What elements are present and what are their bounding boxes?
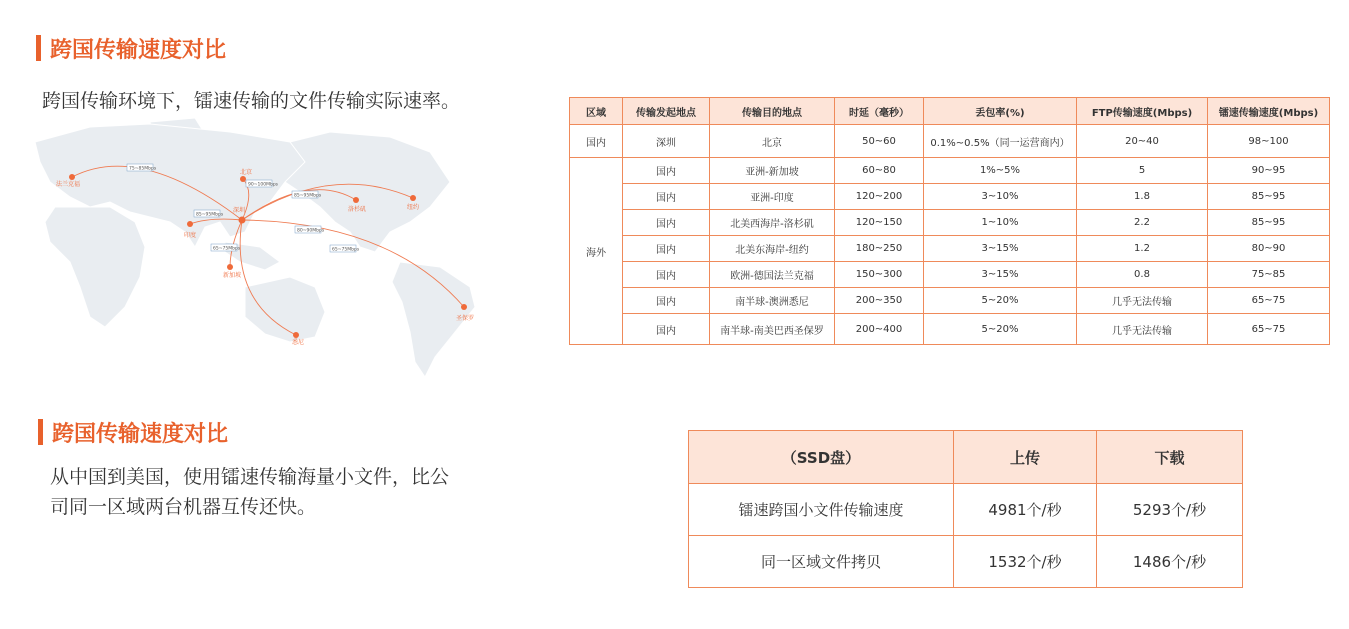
table-row <box>570 262 1330 288</box>
city-label-beijing: 北京 <box>240 169 253 176</box>
city-dot-ny <box>410 195 416 201</box>
table-cell: 85~95 <box>1208 210 1330 236</box>
table-cell: 国内 <box>623 184 710 210</box>
col-header-upload: 上传 <box>954 431 1097 484</box>
table-cell: 5293个/秒 <box>1097 484 1243 536</box>
speed-tag-india: 85~95Mbps <box>196 212 224 218</box>
table-cell: 镭速跨国小文件传输速度 <box>689 484 954 536</box>
city-label-sydney: 悉尼 <box>292 339 305 346</box>
speed-tag-ny: 80~90Mbps <box>297 228 325 234</box>
table-cell: 深圳 <box>623 125 710 158</box>
table-cell: 3~15% <box>924 236 1077 262</box>
city-label-frankfurt: 法兰克福 <box>56 181 81 188</box>
speed-tag-frankfurt: 75~85Mbps <box>129 166 157 172</box>
table-cell: 80~90 <box>1208 236 1330 262</box>
landmass-africa <box>45 207 145 327</box>
small-file-speed-table <box>688 430 1243 588</box>
table-header-row <box>570 98 1330 125</box>
world-map <box>30 112 540 382</box>
city-label-singapore: 新加坡 <box>223 272 242 279</box>
city-dot-saopaulo <box>461 304 467 310</box>
col-header-download: 下载 <box>1097 431 1243 484</box>
col-header-packet-loss: 丢包率(%) <box>924 98 1077 125</box>
col-header-ftp-speed: FTP传输速度(Mbps) <box>1077 98 1208 125</box>
table-cell: 200~400 <box>835 314 924 345</box>
table-cell: 北美东海岸-纽约 <box>710 236 835 262</box>
table-cell: 180~250 <box>835 236 924 262</box>
table-cell: 国内 <box>623 236 710 262</box>
speed-tag-la: 85~95Mbps <box>294 193 322 199</box>
city-dot-la <box>353 197 359 203</box>
table-cell: 欧洲-德国法兰克福 <box>710 262 835 288</box>
speed-tag-singapore: 65~75Mbps <box>213 246 241 252</box>
cell-region-domestic: 国内 <box>570 125 623 158</box>
section-title-2: 跨国传输速度对比 <box>38 417 228 448</box>
table-cell: 90~95 <box>1208 158 1330 184</box>
table-cell: 5~20% <box>924 288 1077 314</box>
city-dot-beijing <box>240 176 246 182</box>
table-row <box>570 125 1330 158</box>
table-cell: 2.2 <box>1077 210 1208 236</box>
table-cell: 120~200 <box>835 184 924 210</box>
col-header-raysync-speed: 镭速传输速度(Mbps) <box>1208 98 1330 125</box>
col-header-region: 区域 <box>570 98 623 125</box>
table-cell: 亚洲-新加坡 <box>710 158 835 184</box>
table-cell: 0.1%~0.5%（同一运营商内） <box>924 125 1077 158</box>
table-cell: 75~85 <box>1208 262 1330 288</box>
table-cell: 150~300 <box>835 262 924 288</box>
table-row <box>570 184 1330 210</box>
table-cell: 120~150 <box>835 210 924 236</box>
speed-comparison-table <box>569 97 1330 345</box>
table-cell: 5~20% <box>924 314 1077 345</box>
table-cell: 国内 <box>623 210 710 236</box>
table-row <box>689 536 1243 588</box>
table-cell: 1486个/秒 <box>1097 536 1243 588</box>
table-cell: 北京 <box>710 125 835 158</box>
table-cell: 几乎无法传输 <box>1077 314 1208 345</box>
col-header-destination: 传输目的地点 <box>710 98 835 125</box>
table-cell: 南半球-南美巴西圣保罗 <box>710 314 835 345</box>
city-label-la: 洛杉矶 <box>348 206 367 213</box>
col-header-latency: 时延（毫秒） <box>835 98 924 125</box>
table-cell: 1532个/秒 <box>954 536 1097 588</box>
table-cell: 南半球-澳洲悉尼 <box>710 288 835 314</box>
cell-region-overseas: 海外 <box>570 158 623 345</box>
table-cell: 3~10% <box>924 184 1077 210</box>
table-row <box>570 236 1330 262</box>
col-header-ssd: （SSD盘） <box>689 431 954 484</box>
table-cell: 85~95 <box>1208 184 1330 210</box>
table-cell: 20~40 <box>1077 125 1208 158</box>
table-cell: 65~75 <box>1208 288 1330 314</box>
table-cell: 98~100 <box>1208 125 1330 158</box>
table-row <box>570 210 1330 236</box>
table-cell: 50~60 <box>835 125 924 158</box>
subtitle-line: 司同一区域两台机器互传还快。 <box>50 496 317 518</box>
table-cell: 1%~5% <box>924 158 1077 184</box>
col-header-origin: 传输发起地点 <box>623 98 710 125</box>
table-row <box>570 288 1330 314</box>
table-cell: 北美西海岸-洛杉矶 <box>710 210 835 236</box>
city-label-shenzhen: 深圳 <box>233 207 246 214</box>
speed-tag-saopaulo: 65~75Mbps <box>332 247 360 253</box>
table-cell: 同一区域文件拷贝 <box>689 536 954 588</box>
table-cell: 国内 <box>623 314 710 345</box>
city-label-saopaulo: 圣保罗 <box>456 315 475 322</box>
city-label-india: 印度 <box>184 232 197 239</box>
table-cell: 1.2 <box>1077 236 1208 262</box>
table-cell: 1.8 <box>1077 184 1208 210</box>
table-cell: 国内 <box>623 288 710 314</box>
table-cell: 60~80 <box>835 158 924 184</box>
city-dot-india <box>187 221 193 227</box>
table-cell: 3~15% <box>924 262 1077 288</box>
table-cell: 200~350 <box>835 288 924 314</box>
section-subtitle: 跨国传输环境下，镭速传输的文件传输实际速率。 <box>42 90 461 112</box>
city-dot-shenzhen <box>239 217 246 224</box>
city-label-ny: 纽约 <box>407 204 420 211</box>
table-cell: 国内 <box>623 262 710 288</box>
table-cell: 1~10% <box>924 210 1077 236</box>
section-title: 跨国传输速度对比 <box>36 33 226 64</box>
table-cell: 国内 <box>623 158 710 184</box>
subtitle-line: 从中国到美国，使用镭速传输海量小文件，比公 <box>50 466 450 488</box>
city-dot-singapore <box>227 264 233 270</box>
table-cell: 65~75 <box>1208 314 1330 345</box>
section-subtitle-2 <box>50 462 449 522</box>
table-row <box>570 158 1330 184</box>
table-cell: 几乎无法传输 <box>1077 288 1208 314</box>
speed-tag-beijing: 90~100Mbps <box>248 182 279 188</box>
table-cell: 亚洲-印度 <box>710 184 835 210</box>
landmass-australia <box>245 277 325 342</box>
table-cell: 5 <box>1077 158 1208 184</box>
city-dot-frankfurt <box>69 174 75 180</box>
city-dot-sydney <box>293 332 299 338</box>
table-row <box>570 314 1330 345</box>
table-cell: 0.8 <box>1077 262 1208 288</box>
table-cell: 4981个/秒 <box>954 484 1097 536</box>
table-row <box>689 484 1243 536</box>
table-header-row <box>689 431 1243 484</box>
